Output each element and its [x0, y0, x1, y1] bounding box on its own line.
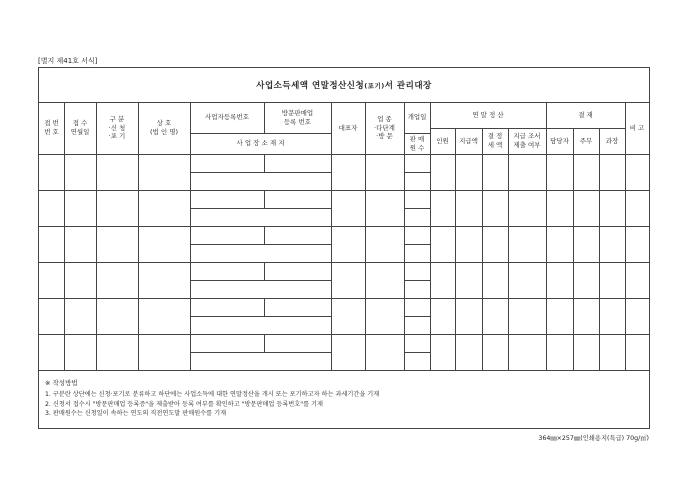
- header-paid-amount: 지급액: [459, 136, 478, 145]
- form-title: [39, 68, 649, 103]
- header-persons: 인원: [436, 136, 449, 145]
- register-table: [39, 102, 649, 402]
- table-rule: [190, 280, 331, 281]
- table-rule: [39, 334, 649, 335]
- table-rule: [331, 102, 332, 370]
- header-manager: 담당자: [550, 136, 569, 145]
- header-sellers: 판 매 원 수: [409, 134, 425, 152]
- table-rule: [190, 316, 331, 317]
- header-chief: 과장: [605, 136, 619, 145]
- header-category: 구 분 ·신 청 ·포 기: [108, 114, 126, 141]
- table-rule: [39, 190, 649, 191]
- header-remarks: 비 고: [629, 123, 645, 132]
- header-business-type: 업 종 ·다단계 ·방 문: [374, 114, 395, 141]
- instructions: [45, 378, 645, 419]
- header-receipt-date: 접 수 연월일: [70, 119, 90, 136]
- paper-size-label: 364㎜×257㎜(인쇄용지(특급) 70g/㎡): [538, 435, 649, 442]
- header-receipt-no: 접 번 번 호: [44, 119, 59, 136]
- header-open-date: 개업일: [407, 113, 427, 122]
- table-rule: [264, 226, 265, 244]
- header-company: 상 호 (법 인 명): [149, 119, 179, 136]
- table-rule: [190, 208, 331, 209]
- form-label: [별지 제41호 서식]: [38, 57, 98, 65]
- table-rule: [430, 128, 546, 129]
- table-rule: [190, 133, 331, 134]
- table-rule: [404, 244, 430, 245]
- table-rule: [264, 262, 265, 280]
- table-rule: [190, 102, 191, 370]
- table-rule: [365, 102, 366, 370]
- title-end: 서 관리대장: [384, 81, 432, 91]
- table-rule: [264, 154, 265, 172]
- table-rule: [404, 102, 405, 370]
- header-ceo: 대표자: [338, 123, 358, 132]
- table-rule: [190, 352, 331, 353]
- table-rule: [39, 226, 649, 227]
- table-rule: [39, 154, 649, 155]
- header-year-end: 연 말 정 산: [472, 110, 504, 119]
- instruction-item: 3. 판매원수는 신청일이 속하는 연도의 직전연도말 판매원수를 기재: [45, 410, 227, 418]
- table-rule: [264, 334, 265, 352]
- table-rule: [430, 102, 431, 370]
- table-rule: [190, 244, 331, 245]
- table-rule: [404, 172, 430, 173]
- table-rule: [404, 208, 430, 209]
- table-rule: [264, 298, 265, 316]
- table-rule: [39, 298, 649, 299]
- header-sales-reg-no: 방문판매업 등록 번호: [281, 108, 314, 126]
- title-main: 사업소득세액 연말정산신청: [256, 81, 365, 91]
- table-rule: [546, 128, 625, 129]
- table-rule: [264, 102, 265, 133]
- table-rule: [190, 172, 331, 173]
- table-rule: [546, 102, 547, 370]
- table-rule: [625, 102, 626, 370]
- table-rule: [264, 190, 265, 208]
- header-approval: 결 재: [578, 110, 593, 119]
- table-rule: [64, 102, 65, 370]
- header-tax-amount: 결 정 세 액: [487, 132, 503, 149]
- table-rule: [404, 352, 430, 353]
- register-form: [38, 67, 650, 429]
- header-assistant: 주무: [579, 136, 593, 145]
- table-rule: [404, 316, 430, 317]
- table-rule: [39, 262, 649, 263]
- table-rule: [404, 133, 430, 134]
- header-biz-reg-no: 사업자등록번호: [205, 113, 249, 122]
- header-address: 사 업 장 소 재 지: [236, 139, 285, 148]
- table-rule: [404, 280, 430, 281]
- header-adjusted: 지급 조서 제출 여부: [513, 132, 541, 149]
- title-paren: (포기): [364, 81, 385, 90]
- instructions-heading: ※ 작성방법: [45, 379, 78, 387]
- instruction-item: 2. 신청서 접수시 "방문판매업 등록증"을 제출받아 등록 여부를 확인하고 "방문판매업 등록번호"를 기재: [45, 400, 324, 408]
- table-rule: [138, 102, 139, 370]
- table-rule: [39, 370, 649, 371]
- table-rule: [96, 102, 97, 370]
- instruction-item: 1. 구분란 상단에는 신청·포기로 분류하고 하단에는 사업소득에 대한 연말정산을 개시 또는 포기하고자 하는 과세기간을 기재: [45, 391, 380, 399]
